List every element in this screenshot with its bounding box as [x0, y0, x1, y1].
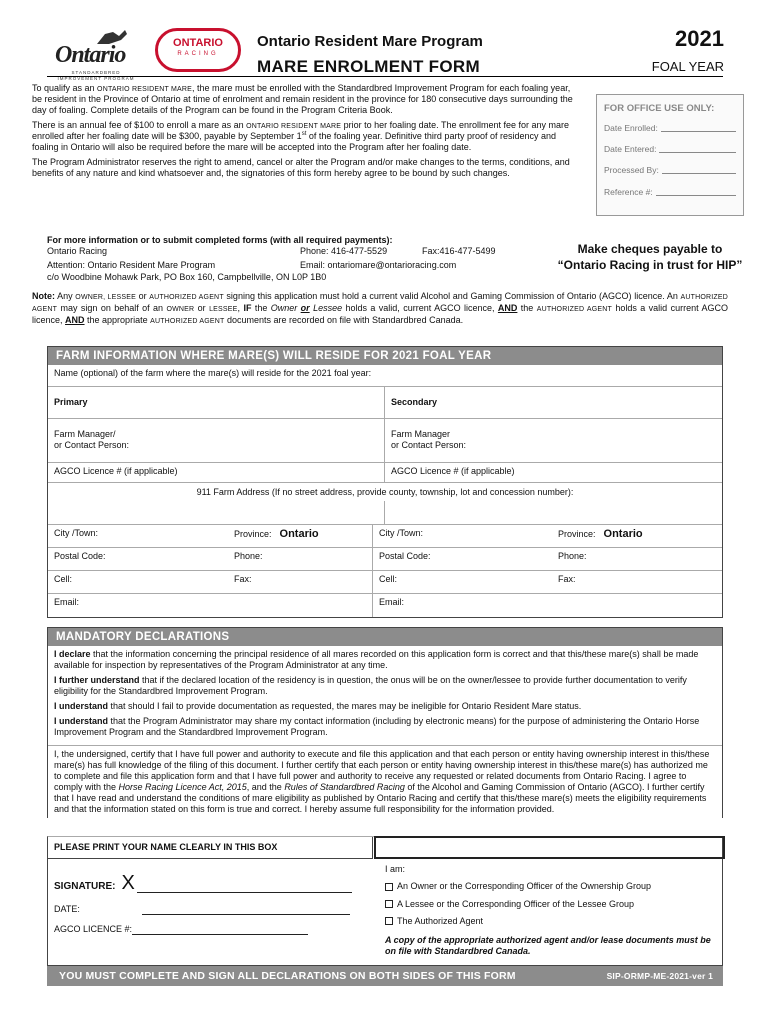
secondary-province-field[interactable]: Province: Ontario [552, 525, 722, 548]
declarations-heading: MANDATORY DECLARATIONS [48, 628, 722, 646]
declaration-1: I declare that the information concerning the principal residence of all mares recorded on this application form is correct and that this/these mare(s) shall be made available for inspection by representatives of the Program Administrator at any time. [54, 649, 699, 670]
office-reference-line [656, 187, 736, 196]
intro-text [32, 83, 580, 183]
primary-farm-name-field[interactable]: Primary [48, 387, 385, 419]
office-date-enrolled-line [661, 123, 736, 132]
logo-sub-2: IMPROVEMENT PROGRAM [57, 75, 135, 81]
header-rule [47, 76, 723, 77]
declarations-section [47, 627, 723, 818]
primary-city-field[interactable]: City /Town: [48, 525, 228, 548]
declaration-2: I further understand that if the declared location of the residency is in question, the onus will be on the owner/lessee to provide further documentation to verify eligibility for the Standardbred Improvement Program. [54, 674, 687, 696]
office-use-box [596, 94, 744, 216]
ontario-logo-text: Ontario [55, 41, 126, 68]
signature-x-mark: X [121, 872, 135, 894]
secondary-fax-field[interactable]: Fax: [552, 571, 722, 594]
contact-phone: Phone: 416-477-5529 [300, 245, 388, 256]
footer-text: YOU MUST COMPLETE AND SIGN ALL DECLARATIONS ON BOTH SIDES OF THIS FORM [59, 969, 516, 982]
primary-agco-field[interactable]: AGCO Licence # (if applicable) [48, 463, 385, 483]
contact-org: Ontario Racing [47, 245, 108, 256]
ontario-sip-logo [55, 28, 137, 81]
farm-section-heading: FARM INFORMATION WHERE MARE(S) WILL RESIDE FOR 2021 FOAL YEAR [48, 347, 722, 365]
lessee-checkbox[interactable] [385, 900, 393, 908]
declaration-4: I understand that the Program Administrator may share my contact information (including by electronic means) for the purpose of administering the Ontario Horse Improvement Program and the Standardbred Improvement Program. [54, 715, 700, 737]
contact-heading: For more information or to submit completed forms (with all required payments): [47, 235, 393, 245]
title-block [257, 33, 483, 78]
office-processed-by-line [662, 165, 736, 174]
contact-block [47, 235, 567, 283]
form-code: SIP-ORMP-ME-2021-ver 1 [606, 970, 713, 981]
date-label: DATE: [54, 904, 80, 915]
cheques-line-1: Make cheques payable to [577, 242, 723, 256]
agent-checkbox[interactable] [385, 917, 393, 925]
office-date-entered-line [659, 144, 736, 153]
primary-email-field[interactable]: Email: [54, 597, 80, 608]
owner-checkbox[interactable] [385, 883, 393, 891]
secondary-cell-field[interactable]: Cell: [372, 571, 552, 594]
role-agent-option[interactable]: The Authorized Agent [385, 916, 715, 927]
office-date-enrolled: Date Enrolled: [604, 122, 658, 133]
primary-province-field[interactable]: Province: Ontario [228, 525, 372, 548]
secondary-city-field[interactable]: City /Town: [372, 525, 552, 548]
cheques-line-2: “Ontario Racing in trust for HIP” [557, 257, 743, 272]
racing-logo-line1: ONTARIO [173, 37, 223, 49]
certification-text: I, the undersigned, certify that I have full power and authority to execute and file this application and that each person or entity having ownership interest in this/these mare(s) has full knowledge of the filing of this document. I further certify that each person or entity having ownership interest in this/these mare(s) has authorized me to complete and file this application form and that I have full power and authority to receive any requested or related documents from Ontario Racing. I agree to comply with the Horse Racing Licence Act, 2015, and the Rules of Standardbred Racing of the Alcohol and Gaming Commission of Ontario (AGCO). I further certify that I have read and understand the conditions of mare eligibility as published by Ontario Racing and certify that this/these mare(s) meets the eligibility requirements and that the information stated on this form is true and correct. I hereby assume full responsibility for the information provided. [48, 745, 722, 818]
year-label: 2021 [675, 26, 724, 51]
signature-line[interactable] [137, 881, 352, 893]
secondary-manager-field[interactable]: Farm Manager or Contact Person: [385, 419, 722, 463]
signature-label: SIGNATURE: [54, 880, 116, 892]
primary-cell-field[interactable]: Cell: [48, 571, 228, 594]
secondary-farm-name-field[interactable]: Secondary [385, 387, 722, 419]
form-title: MARE ENROLMENT FORM [257, 57, 480, 77]
logo-sub-1: STANDARDBRED [71, 70, 121, 76]
role-selection [385, 864, 715, 958]
address-911-label: 911 Farm Address (If no street address, provide county, township, lot and concession number): [196, 487, 574, 498]
primary-fax-field[interactable]: Fax: [228, 571, 372, 594]
office-heading: FOR OFFICE USE ONLY: [604, 103, 715, 114]
office-processed-by: Processed By: [604, 165, 659, 176]
date-line[interactable] [142, 903, 350, 915]
cheques-payable [540, 242, 760, 273]
contact-email[interactable]: Email: ontariomare@ontarioracing.com [300, 259, 457, 270]
farm-information-section [47, 346, 723, 618]
primary-911-address-field[interactable] [48, 501, 385, 525]
secondary-postal-field[interactable]: Postal Code: [372, 548, 552, 571]
office-date-entered: Date Entered: [604, 143, 657, 154]
secondary-email-field[interactable]: Email: [372, 594, 552, 617]
agco-licence-label: AGCO LICENCE #: [54, 924, 133, 935]
racing-logo-line2: RACING [177, 51, 219, 58]
contact-address: c/o Woodbine Mohawk Park, PO Box 160, Campbellville, ON L0P 1B0 [47, 271, 327, 282]
year-block [652, 26, 724, 75]
intro-paragraph-1: To qualify as an ONTARIO RESIDENT MARE, the mare must be enrolled with the Standardbred Improvement Program for each foaling year, be resident in the Province of Ontario at time of enrolment and remain resident in the province for 180 consecutive days surrounding the day of foaling. Complete details of the Program can be found in the Program Criteria Book. [32, 83, 573, 116]
footer-bar [47, 966, 723, 986]
authorized-agent-note: A copy of the appropriate authorized agent and/or lease documents must be on file with Standardbred Canada. [385, 935, 711, 957]
agco-licence-line[interactable] [132, 923, 308, 935]
contact-fax: Fax:416-477-5499 [422, 245, 496, 256]
print-name-label: PLEASE PRINT YOUR NAME CLEARLY IN THIS BOX [48, 837, 373, 859]
farm-name-field[interactable]: Name (optional) of the farm where the mare(s) will reside for the 2021 foal year: [48, 365, 722, 387]
intro-paragraph-2: There is an annual fee of $100 to enroll a mare as an ONTARIO RESIDENT MARE prior to her foaling date. The enrollment fee for any mare enrolled after her foaling date will be $300, payable by September 1st of the foaling year. Definitive third party proof of residency and foaling in Ontario will also be required before the mare will be accepted into the Program after her foaling date. [32, 119, 570, 153]
foal-year-label: FOAL YEAR [651, 58, 724, 74]
role-owner-option[interactable]: An Owner or the Corresponding Officer of the Ownership Group [385, 881, 715, 892]
primary-postal-field[interactable]: Postal Code: [48, 548, 228, 571]
header-logos [55, 22, 250, 81]
secondary-911-address-field[interactable] [385, 501, 722, 525]
secondary-phone-field[interactable]: Phone: [552, 548, 722, 571]
primary-phone-field[interactable]: Phone: [228, 548, 372, 571]
agco-note: Note: Any OWNER, LESSEE or AUTHORIZED AGENT signing this application must hold a current valid Alcohol and Gaming Commission of Ontario (AGCO) licence. An AUTHORIZED AGENT may sign on behalf of an OWNER or LESSEE, IF the Owner or Lessee holds a valid, current AGCO licence, AND the AUTHORIZED AGENT holds a valid current AGCO licence, AND the appropriate AUTHORIZED AGENT documents are recorded on file with Standardbred Canada. [32, 291, 728, 325]
declaration-3: I understand that should I fail to provide documentation as requested, the mares may be ineligible for Ontario Resident Mare status. [54, 700, 582, 711]
contact-attention: Attention: Ontario Resident Mare Program [47, 259, 216, 270]
office-reference: Reference #: [604, 186, 653, 197]
signature-section [47, 836, 723, 966]
program-name: Ontario Resident Mare Program [257, 33, 483, 50]
role-lessee-option[interactable]: A Lessee or the Corresponding Officer of the Lessee Group [385, 899, 715, 910]
print-name-box[interactable] [374, 836, 725, 859]
i-am-label: I am: [385, 864, 406, 874]
ontario-racing-logo [155, 28, 241, 72]
primary-manager-field[interactable]: Farm Manager/ or Contact Person: [48, 419, 385, 463]
intro-paragraph-3: The Program Administrator reserves the right to amend, cancel or alter the Program and/or make changes to the terms, conditions, and benefits of any nature and kind whatsoever and, the signatories of this form hereby agree to be bound by such changes. [32, 156, 570, 178]
secondary-agco-field[interactable]: AGCO Licence # (if applicable) [385, 463, 722, 483]
